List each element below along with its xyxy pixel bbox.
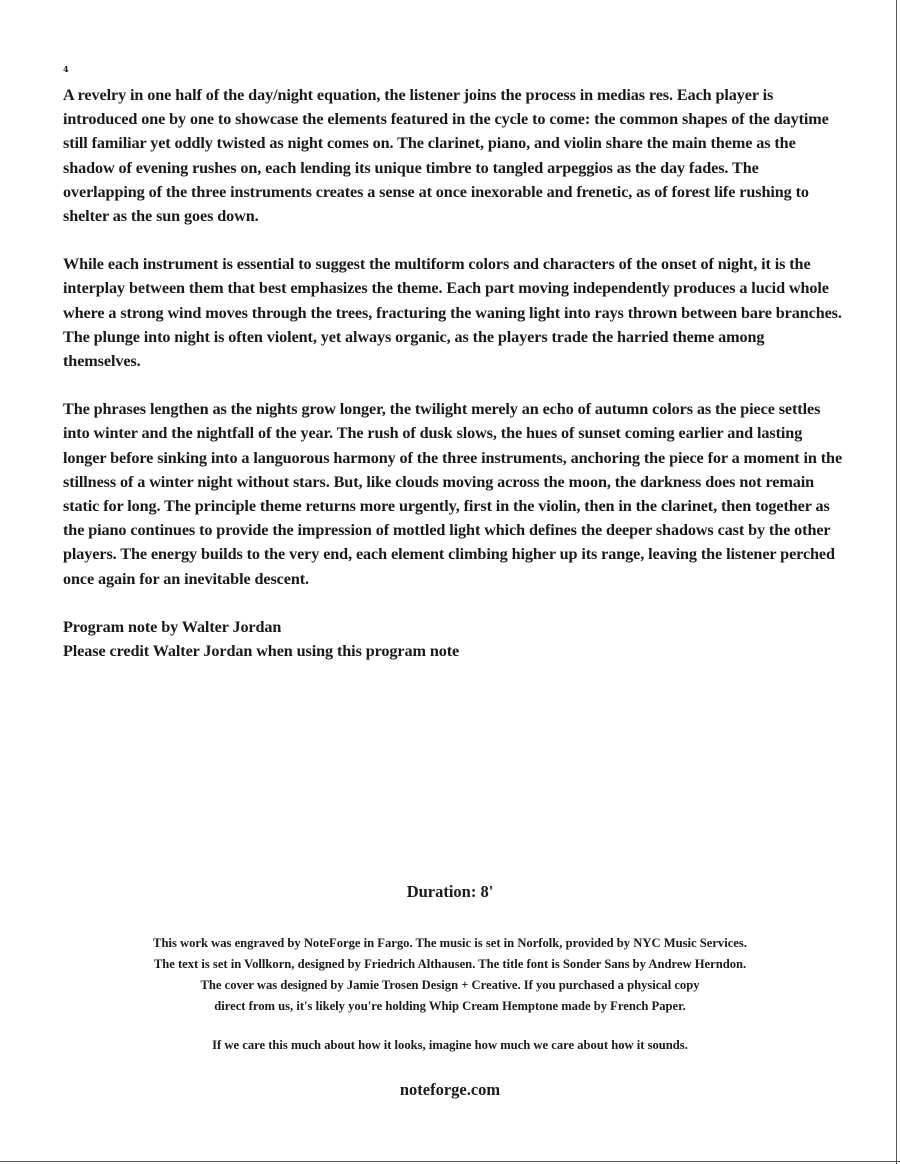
colophon	[40, 933, 860, 1017]
paragraph-3: The phrases lengthen as the nights grow longer, the twilight merely an echo of autumn colors as the piece settles into winter and the nightfall of the year. The rush of dusk slows, the hues of sunset coming earlier and lasting longer before sinking into a languorous harmony of the three instruments, anchoring the piece for a moment in the stillness of a winter night without stars. But, like clouds moving across the moon, the darkness does not remain static for long. The principle theme returns more urgently, first in the violin, then in the clarinet, then together as the piano continues to provide the impression of mottled light which defines the deeper shadows cast by the other players. The energy builds to the very end, each element climbing higher up its range, leaving the listener perched once again for an inevitable descent.	[63, 400, 843, 588]
tagline: If we care this much about how it looks, imagine how much we care about how it sounds.	[212, 1038, 688, 1052]
colophon-line: The text is set in Vollkorn, designed by Friedrich Althausen. The title font is Sonder Sans by Andrew Herndon.	[153, 957, 747, 971]
duration: Duration: 8'	[406, 882, 494, 901]
page-edge-bottom	[0, 1161, 900, 1162]
page-number: 4	[63, 64, 69, 74]
paragraph-1: A revelry in one half of the day/night equation, the listener joins the process in medias res. Each player is introduced one by one to showcase the elements featured in the cycle to come: the common shapes of the daytime still familiar yet oddly twisted as night comes on. The clarinet, piano, and violin share the main theme as the shadow of evening rushes on, each lending its unique timbre to tangled arpeggios as the day fades. The overlapping of the three instruments creates a sense at once inexorable and frenetic, as of forest life rushing to shelter as the sun goes down.	[63, 86, 829, 226]
colophon-line: The cover was designed by Jamie Trosen Design + Creative. If you purchased a physical copy	[200, 978, 700, 992]
program-note	[63, 83, 843, 663]
author-line: Program note by Walter Jordan	[63, 617, 282, 636]
colophon-line: This work was engraved by NoteForge in Fargo. The music is set in Norfolk, provided by NYC Music Services.	[153, 936, 747, 950]
page-edge-right	[896, 0, 897, 1164]
paragraph-2: While each instrument is essential to suggest the multiform colors and characters of the onset of night, it is the interplay between them that best emphasizes the theme. Each part moving independently produces a lucid whole where a strong wind moves through the trees, fracturing the waning light into rays thrown between bare branches. The plunge into night is often violent, yet always organic, as the players trade the harried theme among themselves.	[63, 255, 842, 371]
credits	[63, 615, 843, 663]
credit-request: Please credit Walter Jordan when using this program note	[63, 642, 460, 661]
colophon-line: direct from us, it's likely you're holding Whip Cream Hemptone made by French Paper.	[214, 999, 686, 1013]
website-link[interactable]: noteforge.com	[399, 1080, 501, 1099]
